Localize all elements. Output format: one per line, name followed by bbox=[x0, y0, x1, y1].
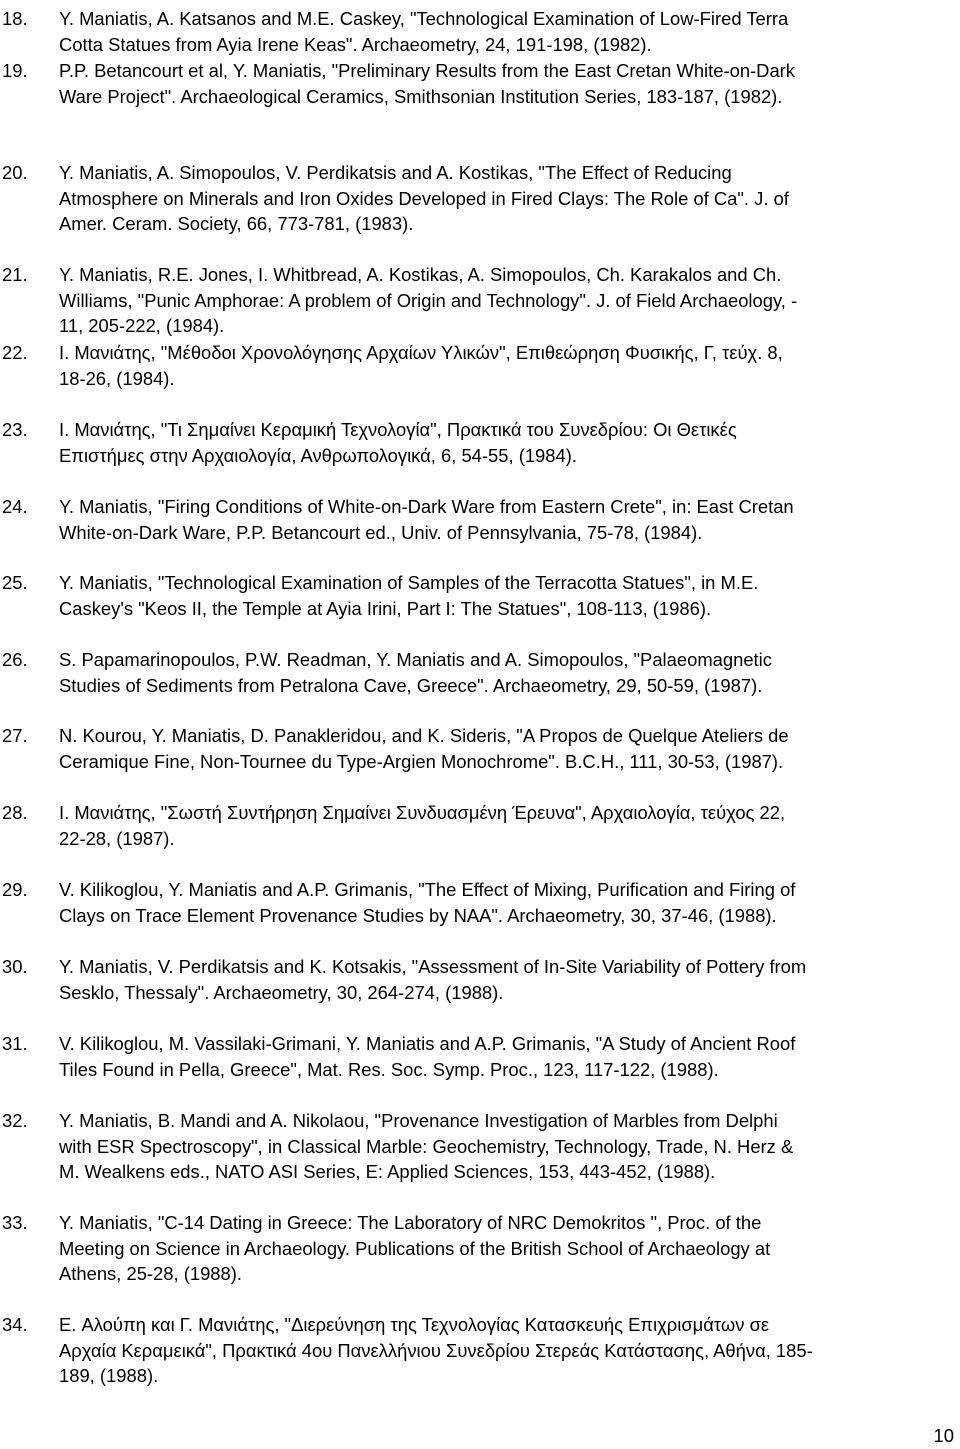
reference-line: Ware Project". Archaeological Ceramics, Smithsonian Institution Series, 183-187, (1982). bbox=[59, 85, 783, 107]
reference-line: Y. Maniatis, A. Katsanos and M.E. Caskey, "Technological Examination of Low-Fired Terra bbox=[59, 8, 789, 29]
reference-line: M. Wealkens eds., NATO ASI Series, E: Applied Sciences, 153, 443-452, (1988). bbox=[59, 1161, 716, 1183]
reference-line: Cotta Statues from Ayia Irene Keas". Archaeometry, 24, 191-198, (1982). bbox=[59, 33, 652, 55]
reference-line: 189, (1988). bbox=[59, 1365, 159, 1387]
reference-line: E. Αλούπη και Γ. Μανιάτης, "Διερεύνηση της Τεχνολογίας Κατασκευής Επιχρισμάτων σε bbox=[59, 1314, 770, 1335]
reference-line: Meeting on Science in Archaeology. Publications of the British School of Archaeology at bbox=[59, 1237, 771, 1259]
reference-line: S. Papamarinopoulos, P.W. Readman, Y. Maniatis and A. Simopoulos, "Palaeomagnetic bbox=[59, 649, 772, 670]
reference-line: I. Μανιάτης, "Μέθοδοι Χρονολόγησης Αρχαίων Υλικών", Επιθεώρηση Φυσικής, Γ, τεύχ. 8, bbox=[59, 342, 783, 363]
reference-line: with ESR Spectroscopy", in Classical Marble: Geochemistry, Technology, Trade, N. Herz & bbox=[59, 1135, 794, 1157]
reference-number: 32. bbox=[2, 1110, 28, 1131]
reference-line: Clays on Trace Element Provenance Studies by NAA". Archaeometry, 30, 37-46, (1988). bbox=[59, 904, 777, 926]
reference-number: 22. bbox=[2, 342, 28, 363]
reference-line: N. Kourou, Y. Maniatis, D. Panakleridou, and K. Sideris, "A Propos de Quelque Ateliers de bbox=[59, 725, 789, 746]
reference-text bbox=[59, 160, 954, 237]
reference-line: Studies of Sediments from Petralona Cave, Greece". Archaeometry, 29, 50-59, (1987). bbox=[59, 674, 763, 696]
reference-text bbox=[59, 417, 954, 468]
reference-line: Tiles Found in Pella, Greece", Mat. Res. Soc. Symp. Proc., 123, 117-122, (1988). bbox=[59, 1058, 719, 1080]
reference-text bbox=[59, 262, 954, 339]
reference-text bbox=[59, 1031, 954, 1082]
reference-number: 19. bbox=[2, 60, 28, 81]
reference-line: White-on-Dark Ware, P.P. Betancourt ed., Univ. of Pennsylvania, 75-78, (1984). bbox=[59, 521, 703, 543]
reference-line: Ceramique Fine, Non-Tournee du Type-Argien Monochrome". B.C.H., 111, 30-53, (1987). bbox=[59, 750, 784, 772]
reference-line: V. Kilikoglou, Y. Maniatis and A.P. Grimanis, "The Effect of Mixing, Purification and Firing of bbox=[59, 879, 796, 900]
reference-number: 25. bbox=[2, 572, 28, 593]
reference-line: 18-26, (1984). bbox=[59, 367, 175, 389]
reference-line: 11, 205-222, (1984). bbox=[59, 315, 225, 337]
reference-number: 29. bbox=[2, 879, 28, 900]
reference-line: I. Μανιάτης, "Τι Σημαίνει Κεραμική Τεχνολογία", Πρακτικά του Συνεδρίου: Οι Θετικές bbox=[59, 419, 737, 440]
reference-line: Y. Maniatis, R.E. Jones, I. Whitbread, A. Kostikas, A. Simopoulos, Ch. Karakalos and Ch. bbox=[59, 264, 782, 285]
reference-line: P.P. Betancourt et al, Y. Maniatis, "Preliminary Results from the East Cretan White-on-Dark bbox=[59, 60, 795, 81]
page-number: 10 bbox=[933, 1425, 954, 1446]
reference-line: Αρχαία Κεραμεικά", Πρακτικά 4ου Πανελλήνιου Συνεδρίου Στερεάς Κατάστασης, Αθήνα, 185- bbox=[59, 1339, 813, 1361]
reference-text bbox=[59, 1108, 954, 1185]
reference-line: Atmosphere on Minerals and Iron Oxides Developed in Fired Clays: The Role of Ca". J. of bbox=[59, 187, 789, 209]
reference-text bbox=[59, 494, 954, 545]
reference-line: Caskey's "Keos II, the Temple at Ayia Irini, Part I: The Statues", 108-113, (1986). bbox=[59, 597, 712, 619]
reference-text bbox=[59, 723, 954, 774]
reference-number: 28. bbox=[2, 802, 28, 823]
reference-number: 26. bbox=[2, 649, 28, 670]
reference-text bbox=[59, 877, 954, 928]
reference-line: Williams, "Punic Amphorae: A problem of Origin and Technology". J. of Field Archaeology, - bbox=[59, 289, 798, 311]
reference-line: I. Μανιάτης, "Σωστή Συντήρηση Σημαίνει Συνδυασμένη Έρευνα", Αρχαιολογία, τεύχος 22, bbox=[59, 802, 786, 823]
reference-text bbox=[59, 58, 954, 109]
reference-text bbox=[59, 340, 954, 391]
reference-number: 21. bbox=[2, 264, 28, 285]
reference-line: 22-28, (1987). bbox=[59, 827, 175, 849]
reference-text bbox=[59, 1312, 954, 1389]
reference-line: Sesklo, Thessaly". Archaeometry, 30, 264-274, (1988). bbox=[59, 981, 504, 1003]
reference-number: 20. bbox=[2, 162, 28, 183]
reference-number: 31. bbox=[2, 1033, 28, 1054]
reference-number: 27. bbox=[2, 725, 28, 746]
reference-number: 34. bbox=[2, 1314, 28, 1335]
reference-line: Y. Maniatis, A. Simopoulos, V. Perdikatsis and A. Kostikas, "The Effect of Reducing bbox=[59, 162, 732, 183]
reference-line: Y. Maniatis, V. Perdikatsis and K. Kotsakis, "Assessment of In-Site Variability of Pottery from bbox=[59, 956, 807, 977]
reference-line: Athens, 25-28, (1988). bbox=[59, 1263, 242, 1285]
reference-line: Y. Maniatis, "Firing Conditions of White-on-Dark Ware from Eastern Crete", in: East Cretan bbox=[59, 496, 794, 517]
reference-text bbox=[59, 1210, 954, 1287]
reference-line: Y. Maniatis, B. Mandi and A. Nikolaou, "Provenance Investigation of Marbles from Delphi bbox=[59, 1110, 778, 1131]
reference-line: Y. Maniatis, "Technological Examination of Samples of the Terracotta Statues", in M.E. bbox=[59, 572, 759, 593]
reference-line: Amer. Ceram. Society, 66, 773-781, (1983). bbox=[59, 213, 414, 235]
reference-text bbox=[59, 647, 954, 698]
reference-line: V. Kilikoglou, M. Vassilaki-Grimani, Y. Maniatis and A.P. Grimanis, "A Study of Ancient Roof bbox=[59, 1033, 796, 1054]
reference-text bbox=[59, 954, 954, 1005]
reference-text bbox=[59, 570, 954, 621]
reference-number: 23. bbox=[2, 419, 28, 440]
reference-text bbox=[59, 6, 954, 57]
reference-number: 33. bbox=[2, 1212, 28, 1233]
reference-number: 18. bbox=[2, 8, 28, 29]
reference-number: 30. bbox=[2, 956, 28, 977]
reference-line: Επιστήμες στην Αρχαιολογία, Ανθρωπολογικά, 6, 54-55, (1984). bbox=[59, 444, 577, 466]
reference-number: 24. bbox=[2, 496, 28, 517]
reference-text bbox=[59, 800, 954, 851]
reference-line: Y. Maniatis, "C-14 Dating in Greece: The Laboratory of NRC Demokritos ", Proc. of the bbox=[59, 1212, 762, 1233]
